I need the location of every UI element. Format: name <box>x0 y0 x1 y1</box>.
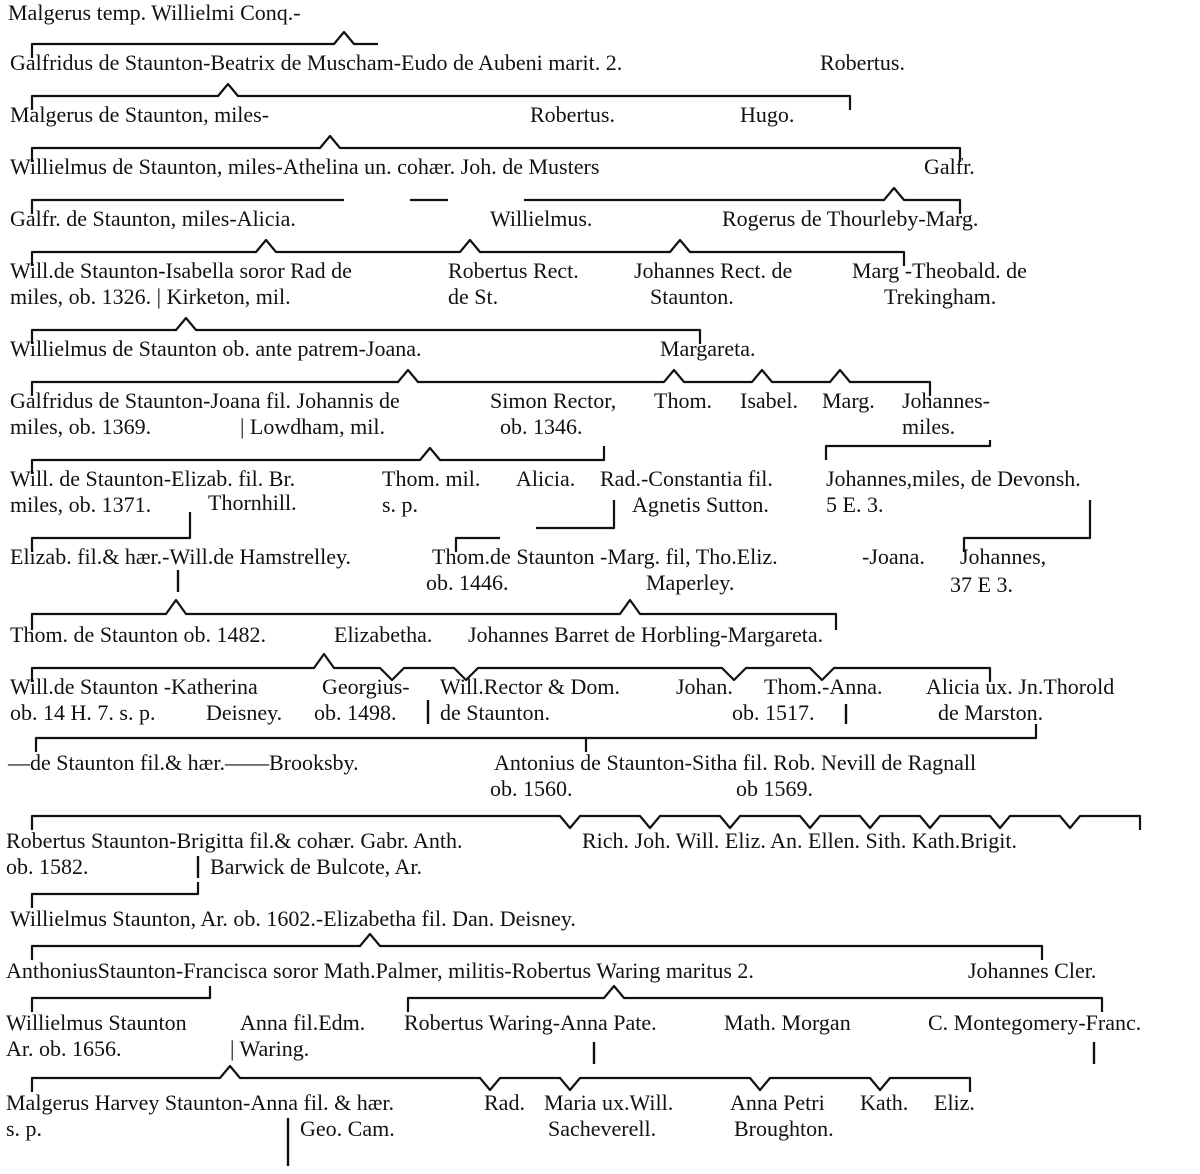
text-robertus-brigitta-3: Barwick de Bulcote, Ar. <box>210 854 423 879</box>
text-anna-edm-2: | Waring. <box>230 1036 310 1061</box>
descent-bracket <box>36 724 1036 752</box>
text-johan-1: Johan. <box>676 674 733 699</box>
text-anna-edm-1: Anna fil.Edm. <box>240 1010 366 1035</box>
text-robertus-brigitta-1: Robertus Staunton-Brigitta fil.& cohær. Gabr. Anth. <box>6 828 463 853</box>
text-isabel: Isabel. <box>740 388 799 413</box>
text-rad-constantia-1: Rad.-Constantia fil. <box>600 466 773 491</box>
text-marg-theobald-2: Trekingham. <box>884 284 997 309</box>
text-georgius-2: ob. 1498. <box>314 700 397 725</box>
text-margareta-1: Margareta. <box>660 336 756 361</box>
text-thom-marg-3: Maperley. <box>646 570 735 595</box>
text-simon-2: ob. 1346. <box>500 414 583 439</box>
text-robertus-rect-1: Robertus Rect. <box>448 258 579 283</box>
text-will-katherina-1: Will.de Staunton -Katherina <box>10 674 258 699</box>
text-alicia-1: Alicia. <box>516 466 576 491</box>
text-galfr: Galfr. <box>924 154 975 179</box>
descent-bracket <box>32 986 1102 1012</box>
text-will-rector-2: de Staunton. <box>440 700 550 725</box>
text-marg-1: Marg. <box>822 388 875 413</box>
text-joana-2: -Joana. <box>862 544 925 569</box>
text-rogerus: Rogerus de Thourleby-Marg. <box>722 206 979 231</box>
text-malgerus-miles: Malgerus de Staunton, miles- <box>10 102 270 127</box>
text-thom-mil-2: s. p. <box>382 492 419 517</box>
text-willielmus-2: Willielmus. <box>490 206 593 231</box>
text-marg-theobald-1: Marg -Theobald. de <box>852 258 1027 283</box>
text-johannes-37-1: Johannes, <box>960 544 1047 569</box>
text-galfridus-joana-2: miles, ob. 1369. <box>10 414 152 439</box>
text-rad: Rad. <box>484 1090 525 1115</box>
text-malgerus-harvey-2: s. p. <box>6 1116 43 1141</box>
text-will-isabella-1: Will.de Staunton-Isabella soror Rad de <box>10 258 352 283</box>
text-anna-petri-2: Broughton. <box>734 1116 834 1141</box>
text-robertus-waring: Robertus Waring-Anna Pate. <box>404 1010 657 1035</box>
text-will-elizab-3: Thornhill. <box>208 490 297 515</box>
text-alicia-thorold-2: de Marston. <box>938 700 1044 725</box>
text-johannes-rect-1: Johannes Rect. de <box>634 258 793 283</box>
text-rad-constantia-2: Agnetis Sutton. <box>632 492 769 517</box>
text-eliz-last: Eliz. <box>934 1090 975 1115</box>
text-galfridus-beatrix: Galfridus de Staunton-Beatrix de Muscham-Eudo de Aubeni marit. 2. <box>10 50 623 75</box>
text-willielmus-elizabetha: Willielmus Staunton, Ar. ob. 1602.-Elizabetha fil. Dan. Deisney. <box>10 906 576 931</box>
text-willielmus-athelina: Willielmus de Staunton, miles-Athelina un. cohær. Joh. de Musters <box>10 154 600 179</box>
descent-bracket <box>32 882 198 908</box>
text-malgerus-harvey-1: Malgerus Harvey Staunton-Anna fil. & hær. <box>6 1090 394 1115</box>
text-willielmus-1656-2: Ar. ob. 1656. <box>6 1036 122 1061</box>
text-de-staunton-brooksby: —de Staunton fil.& hær.——Brooksby. <box>8 750 359 775</box>
text-willielmus-1656-1: Willielmus Staunton <box>6 1010 187 1035</box>
text-elizabetha-1: Elizabetha. <box>334 622 433 647</box>
text-antonius-3: ob 1569. <box>736 776 813 801</box>
text-robertus-rect-2: de St. <box>448 284 499 309</box>
text-anthonius-francisca: AnthoniusStaunton-Francisca soror Math.Palmer, militis-Robertus Waring maritus 2. <box>6 958 754 983</box>
text-thom-anna: Thom.-Anna. <box>764 674 883 699</box>
text-thom-mil-1: Thom. mil. <box>382 466 481 491</box>
text-maria-2: Sacheverell. <box>548 1116 657 1141</box>
text-galfridus-joana-3: | Lowdham, mil. <box>240 414 385 439</box>
text-antonius-2: ob. 1560. <box>490 776 573 801</box>
text-thom-marg-1: Thom.de Staunton -Marg. fil, Tho.Eliz. <box>432 544 778 569</box>
text-johannes-barret: Johannes Barret de Horbling-Margareta. <box>468 622 824 647</box>
text-georgius-1: Georgius- <box>322 674 410 699</box>
text-johannes-rect-2: Staunton. <box>650 284 734 309</box>
text-alicia-thorold-1: Alicia ux. Jn.Thorold <box>926 674 1115 699</box>
text-hugo: Hugo. <box>740 102 795 127</box>
text-robertus-brigitta-2: ob. 1582. <box>6 854 89 879</box>
text-galfr-alicia: Galfr. de Staunton, miles-Alicia. <box>10 206 296 231</box>
text-elizab-will: Elizab. fil.& hær.-Will.de Hamstrelley. <box>10 544 352 569</box>
text-willielmus-joana: Willielmus de Staunton ob. ante patrem-Joana. <box>10 336 422 361</box>
text-thom-marg-2: ob. 1446. <box>426 570 509 595</box>
text-will-elizab-2: miles, ob. 1371. <box>10 492 152 517</box>
descent-bracket <box>32 934 1042 960</box>
text-will-katherina-2: ob. 14 H. 7. s. p. <box>10 700 156 725</box>
text-will-isabella-2: miles, ob. 1326. | Kirketon, mil. <box>10 284 291 309</box>
text-johannes-devon-2: 5 E. 3. <box>826 492 884 517</box>
text-robertus-2: Robertus. <box>530 102 615 127</box>
text-montegomery: C. Montegomery-Franc. <box>928 1010 1142 1035</box>
text-johannes-37-2: 37 E 3. <box>950 572 1013 597</box>
text-antonius-1: Antonius de Staunton-Sitha fil. Rob. Nevill de Ragnall <box>494 750 977 775</box>
text-malgerus-harvey-3: Geo. Cam. <box>300 1116 395 1141</box>
text-maria-1: Maria ux.Will. <box>544 1090 674 1115</box>
text-simon-1: Simon Rector, <box>490 388 617 413</box>
text-johannes-devon-1: Johannes,miles, de Devonsh. <box>826 466 1081 491</box>
text-anna-petri-1: Anna Petri <box>730 1090 825 1115</box>
text-siblings-1582: Rich. Joh. Will. Eliz. An. Ellen. Sith. Kath.Brigit. <box>582 828 1018 853</box>
text-will-katherina-3: Deisney. <box>206 700 283 725</box>
text-thom-1: Thom. <box>654 388 713 413</box>
text-thom-1482: Thom. de Staunton ob. 1482. <box>10 622 267 647</box>
text-johannes-cler: Johannes Cler. <box>968 958 1097 983</box>
descent-bracket <box>32 1066 970 1092</box>
text-will-elizab-1: Will. de Staunton-Elizab. fil. Br. <box>10 466 296 491</box>
text-will-rector-1: Will.Rector & Dom. <box>440 674 620 699</box>
text-math-morgan: Math. Morgan <box>724 1010 851 1035</box>
text-johannes-2: miles. <box>902 414 956 439</box>
text-kath: Kath. <box>860 1090 909 1115</box>
text-malgerus-temp: Malgerus temp. Willielmi Conq.- <box>8 0 301 25</box>
text-galfridus-joana-1: Galfridus de Staunton-Joana fil. Johannis de <box>10 388 400 413</box>
text-johannes-1: Johannes- <box>902 388 990 413</box>
text-robertus-1: Robertus. <box>820 50 905 75</box>
text-johan-2: ob. 1517. <box>732 700 815 725</box>
